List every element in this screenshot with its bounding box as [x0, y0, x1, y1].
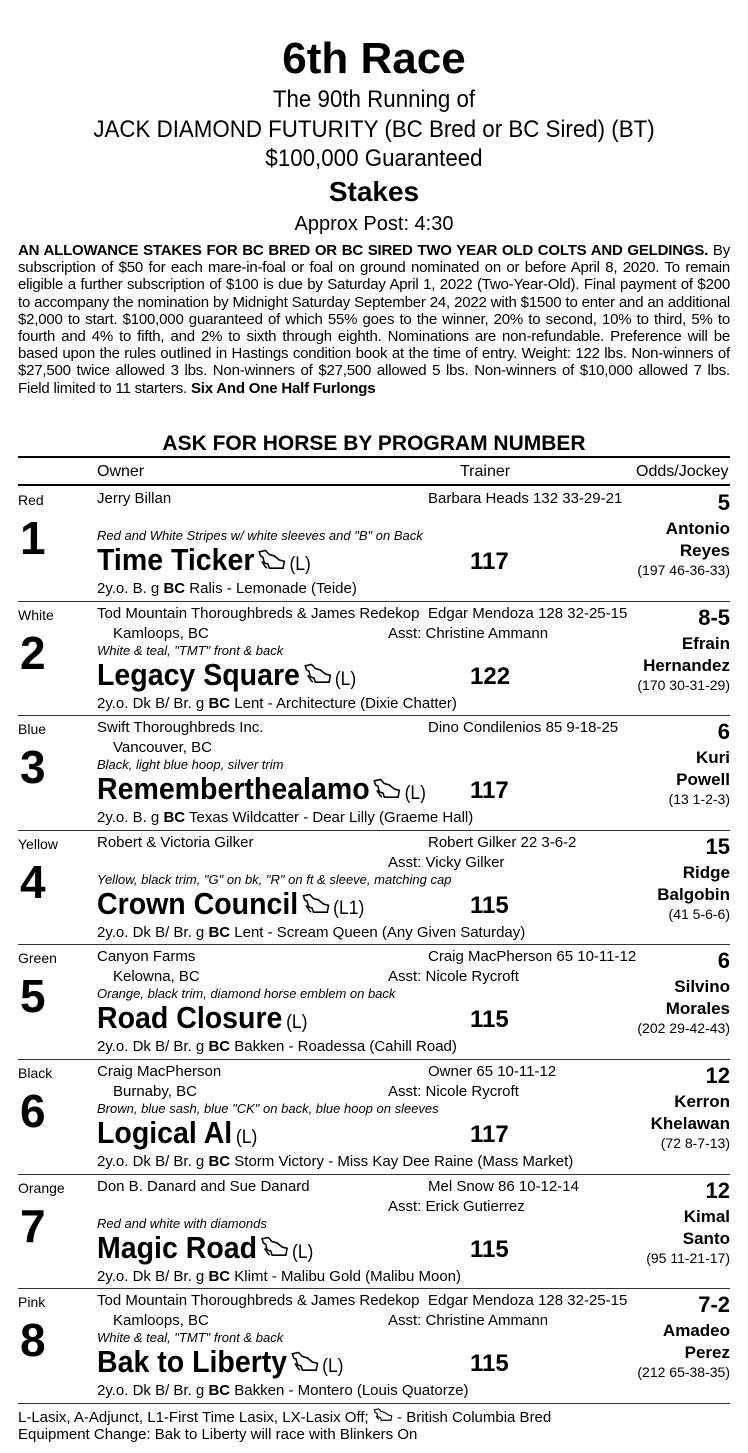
trainer: Edgar Mendoza 128 32-25-15 [428, 604, 628, 622]
jockey-stats: (95 11-21-17) [646, 1249, 730, 1266]
owner-name: Craig MacPherson [97, 1063, 222, 1080]
owner-name: Don B. Danard and Sue Danard [97, 1177, 310, 1195]
morning-line-odds: 7-2 [698, 1292, 730, 1318]
horse-name [97, 542, 311, 583]
jockey-name [666, 518, 730, 562]
entry [18, 1061, 730, 1174]
conditions-lead: AN ALLOWANCE STAKES FOR BC BRED OR BC SIRED TWO YEAR OLD COLTS AND GELDINGS. [18, 242, 709, 259]
entry [18, 832, 730, 945]
saddlecloth-color: Pink [18, 1294, 46, 1311]
jockey-stats: (13 1-2-3) [668, 791, 730, 808]
breeding-bc: BC [208, 1038, 231, 1056]
jockey-stats: (170 30-31-29) [637, 676, 730, 693]
trainer: Craig MacPherson 65 10-11-12 [428, 948, 637, 966]
horse-name [97, 1115, 257, 1156]
entry-divider [18, 715, 730, 716]
trainer: Robert Gilker 22 3-6-2 [428, 833, 577, 851]
saddlecloth-color: Red [18, 492, 44, 508]
jockey-last-name: Reyes [679, 541, 730, 560]
breeding-bc: BC [208, 923, 231, 941]
breeding-age-sex: 2y.o. Dk B/ Br. g [97, 1267, 209, 1285]
assistant-trainer: Asst: Vicky Gilker [388, 853, 505, 871]
medication: (L) [292, 1241, 314, 1263]
owner-name: Tod Mountain Thoroughbreds & James Redekop [97, 1292, 420, 1310]
breeding-pedigree: Klimt - Malibu Gold (Malibu Moon) [230, 1267, 462, 1285]
jockey-last-name: Khelawan [650, 1114, 730, 1133]
jockey-last-name: Balgobin [657, 884, 730, 904]
morning-line-odds: 6 [717, 948, 730, 974]
jockey-last-name: Santo [682, 1228, 730, 1248]
medication: (L) [286, 1012, 308, 1034]
conditions-distance: Six And One Half Furlongs [190, 379, 376, 397]
jockey-stats: (212 65-38-35) [637, 1364, 730, 1381]
breeding-bc: BC [208, 1382, 231, 1400]
bc-map-icon [258, 544, 286, 580]
medication: (L) [404, 783, 426, 805]
silks-description: Brown, blue sash, blue "CK" on back, blue hoop on sleeves [97, 1101, 439, 1116]
jockey-first-name: Efrain [681, 633, 730, 653]
legend-line-1 [18, 1408, 551, 1426]
jockey-stats: (72 8-7-13) [660, 1135, 730, 1151]
horse-name-text: Magic Road [97, 1229, 258, 1265]
saddlecloth-color: White [18, 606, 54, 623]
assistant-trainer: Asst: Christine Ammann [388, 624, 549, 642]
silks-description: White & teal, "TMT" front & back [97, 1330, 284, 1346]
jockey-first-name: Kuri [696, 748, 730, 768]
legend-equipment: Equipment Change: Bak to Liberty will race with Blinkers On [18, 1426, 418, 1443]
trainer: Barbara Heads 132 33-29-21 [428, 490, 623, 507]
owner-name: Robert & Victoria Gilker [97, 833, 254, 851]
entry-divider [18, 601, 730, 602]
breeding [97, 924, 525, 942]
trainer: Edgar Mendoza 128 32-25-15 [428, 1292, 628, 1310]
header-divider [18, 456, 730, 458]
silks-description: Black, light blue hoop, silver trim [97, 757, 284, 773]
breeding-bc: BC [163, 809, 186, 827]
bc-map-icon [373, 773, 401, 809]
owner-city: Kelowna, BC [113, 968, 200, 986]
legend-bc-bred: - British Columbia Bred [392, 1409, 552, 1426]
weight: 122 [470, 662, 511, 690]
silks-description: Red and white with diamonds [97, 1215, 267, 1231]
race-type: Stakes [328, 176, 420, 207]
jockey-name [657, 862, 730, 906]
entry [18, 488, 730, 601]
silks-description: Orange, black trim, diamond horse emblem on back [97, 986, 396, 1002]
race-conditions [18, 242, 730, 397]
horse-name [97, 1000, 307, 1041]
breeding [97, 809, 473, 827]
trainer: Mel Snow 86 10-12-14 [428, 1177, 579, 1195]
jockey-stats: (202 29-42-43) [637, 1020, 730, 1037]
owner-city: Kamloops, BC [113, 1312, 209, 1330]
horse-name-text: Time Ticker [97, 542, 255, 577]
breeding [97, 695, 457, 713]
saddlecloth-color: Orange [18, 1179, 65, 1196]
jockey-first-name: Silvino [674, 977, 730, 997]
entry [18, 1176, 730, 1289]
weight: 117 [470, 1121, 509, 1148]
breeding-pedigree: Storm Victory - Miss Kay Dee Raine (Mass Market) [230, 1153, 574, 1170]
bc-map-icon [373, 1409, 393, 1426]
bc-map-icon [304, 658, 332, 694]
program-number: 4 [20, 855, 46, 908]
breeding-age-sex: 2y.o. Dk B/ Br. g [97, 1153, 209, 1170]
horse-name [97, 1230, 313, 1271]
breeding-pedigree: Bakken - Roadessa (Cahill Road) [230, 1038, 457, 1056]
jockey-stats: (197 46-36-33) [637, 562, 730, 578]
medication: (L) [334, 668, 357, 690]
jockey-name [676, 747, 730, 791]
jockey-name [683, 1206, 730, 1250]
breeding-bc: BC [163, 580, 186, 597]
owner-city: Kamloops, BC [113, 624, 209, 642]
breeding-pedigree: Lent - Architecture (Dixie Chatter) [230, 694, 457, 712]
program-number: 2 [20, 626, 46, 679]
medication: (L) [289, 554, 311, 575]
program-number: 5 [20, 970, 46, 1023]
breeding-pedigree: Bakken - Montero (Louis Quatorze) [230, 1382, 469, 1400]
saddlecloth-color: Blue [18, 721, 47, 738]
silks-description: Yellow, black trim, "G" on bk, "R" on ft & sleeve, matching cap [97, 871, 452, 887]
footer-divider [18, 1403, 730, 1404]
column-owner: Owner [97, 463, 145, 480]
running-line: The 90th Running of [272, 86, 476, 113]
assistant-trainer: Asst: Erick Gutierrez [388, 1197, 525, 1215]
horse-name-text: Legacy Square [97, 656, 300, 692]
trainer: Dino Condilenios 85 9-18-25 [428, 719, 619, 737]
breeding-age-sex: 2y.o. Dk B/ Br. g [97, 694, 209, 712]
breeding-age-sex: 2y.o. Dk B/ Br. g [97, 1038, 209, 1056]
weight: 117 [470, 777, 509, 805]
weight: 117 [470, 548, 509, 575]
owner-name: Jerry Billan [97, 490, 172, 507]
program-number: 3 [20, 741, 46, 794]
breeding [97, 1382, 469, 1400]
entry-divider [18, 1174, 730, 1175]
jockey-name [666, 976, 730, 1020]
saddlecloth-color: Green [18, 950, 57, 967]
morning-line-odds: 15 [705, 833, 730, 859]
saddlecloth-color: Black [18, 1065, 53, 1081]
horse-name-text: Road Closure [97, 1000, 283, 1036]
jockey-last-name: Hernandez [643, 655, 730, 675]
jockey-last-name: Perez [684, 1343, 730, 1363]
entry [18, 1290, 730, 1403]
breeding-pedigree: Lent - Scream Queen (Any Given Saturday) [230, 923, 526, 941]
program-number: 6 [20, 1085, 46, 1137]
morning-line-odds: 5 [717, 490, 730, 515]
weight: 115 [470, 1235, 509, 1263]
assistant-trainer: Asst: Christine Ammann [388, 1312, 549, 1330]
horse-name [97, 657, 356, 698]
breeding-bc: BC [208, 1153, 231, 1170]
jockey-first-name: Antonio [665, 519, 730, 538]
owner-city: Burnaby, BC [113, 1083, 197, 1100]
jockey-last-name: Morales [665, 999, 730, 1019]
entry-divider [18, 830, 730, 831]
owner-name: Swift Thoroughbreds Inc. [97, 719, 264, 737]
conditions-body: By subscription of $50 for each mare-in-foal or foal on ground nominated on or before April 8, 2020. To remain eligible a further subscription of $100 is due by Saturday April 1, 2022 (Two-Year-Old). Final payment of $200 to accompany the nomination by Midnight Saturday September 24, 2022 with $1500 to enter and an additional $2,000 to start. $100,000 guaranteed of which 55% goes to the winner, 20% to second, 10% to third, 5% to fourth and 4% to fifth, and 2% to sixth through eighth. Nominations are non-refundable. Preference will be based upon the rules outlined in Hastings condition book at the time of entry. Weight: 122 lbs. Non-winners of $27,500 twice allowed 3 lbs. Non-winners of $27,500 allowed 5 lbs. Non-winners of $10,000 allowed 7 lbs. Field limited to 11 starters. [18, 242, 730, 397]
jockey-last-name: Powell [676, 770, 730, 790]
breeding-age-sex: 2y.o. B. g [97, 580, 164, 597]
horse-name-text: Rememberthealamo [97, 771, 370, 807]
jockey-name [643, 633, 730, 677]
jockey-first-name: Kimal [683, 1206, 730, 1226]
owner-city: Vancouver, BC [113, 739, 212, 757]
program-number: 7 [20, 1199, 46, 1252]
horse-name [97, 886, 364, 927]
column-divider [18, 484, 730, 486]
post-time: Approx Post: 4:30 [294, 213, 454, 235]
legend-meds: L-Lasix, A-Adjunct, L1-First Time Lasix, LX-Lasix Off; [18, 1409, 369, 1426]
jockey-name [663, 1320, 730, 1364]
breeding-pedigree: Ralis - Lemonade (Teide) [185, 580, 357, 597]
entry [18, 603, 730, 716]
owner-name: Canyon Farms [97, 948, 196, 966]
silks-description: White & teal, "TMT" front & back [97, 642, 284, 658]
breeding [97, 580, 357, 598]
entry-divider [18, 1288, 730, 1289]
morning-line-odds: 6 [717, 719, 730, 745]
horse-name-text: Crown Council [97, 885, 299, 921]
race-number: 6th Race [282, 34, 466, 83]
horse-name-text: Bak to Liberty [97, 1344, 288, 1380]
breeding-age-sex: 2y.o. Dk B/ Br. g [97, 1382, 209, 1400]
race-name: JACK DIAMOND FUTURITY (BC Bred or BC Sired) (BT) [93, 116, 655, 143]
owner-name: Tod Mountain Thoroughbreds & James Redekop [97, 604, 420, 622]
horse-name [97, 771, 426, 812]
bc-map-icon [302, 888, 330, 924]
jockey-first-name: Amadeo [662, 1321, 730, 1341]
breeding [97, 1268, 461, 1286]
weight: 115 [470, 1350, 509, 1378]
jockey-stats: (41 5-6-6) [668, 905, 730, 922]
silks-description: Red and White Stripes w/ white sleeves and "B" on Back [97, 528, 423, 543]
ask-banner: ASK FOR HORSE BY PROGRAM NUMBER [162, 432, 586, 455]
jockey-name [651, 1091, 730, 1135]
morning-line-odds: 12 [705, 1177, 730, 1203]
breeding [97, 1038, 457, 1056]
medication: (L) [235, 1127, 258, 1148]
breeding-bc: BC [208, 694, 231, 712]
saddlecloth-color: Yellow [18, 835, 58, 852]
bc-map-icon [291, 1346, 319, 1382]
assistant-trainer: Asst: Nicole Rycroft [388, 968, 519, 986]
program-number: 8 [20, 1314, 46, 1367]
purse: $100,000 Guaranteed [265, 145, 483, 172]
entry-divider [18, 944, 730, 945]
breeding-age-sex: 2y.o. Dk B/ Br. g [97, 923, 209, 941]
medication: (L1) [333, 897, 365, 919]
breeding-bc: BC [208, 1267, 231, 1285]
breeding [97, 1153, 573, 1171]
program-number: 1 [20, 512, 46, 564]
morning-line-odds: 8-5 [698, 604, 730, 630]
weight: 115 [470, 891, 509, 919]
column-odds-jockey: Odds/Jockey [636, 463, 729, 480]
legend [18, 1408, 551, 1443]
breeding-age-sex: 2y.o. B. g [97, 809, 164, 827]
bc-map-icon [261, 1231, 289, 1267]
entry [18, 717, 730, 830]
jockey-first-name: Ridge [682, 862, 730, 882]
medication: (L) [322, 1356, 344, 1378]
morning-line-odds: 12 [705, 1063, 730, 1088]
horse-name [97, 1344, 344, 1385]
horse-name-text: Logical Al [97, 1115, 233, 1150]
breeding-pedigree: Texas Wildcatter - Dear Lilly (Graeme Hall) [185, 809, 474, 827]
entry [18, 946, 730, 1059]
trainer: Owner 65 10-11-12 [428, 1063, 557, 1080]
entry-divider [18, 1059, 730, 1060]
assistant-trainer: Asst: Nicole Rycroft [388, 1083, 519, 1100]
jockey-first-name: Kerron [674, 1092, 730, 1111]
column-trainer: Trainer [460, 463, 511, 480]
weight: 115 [470, 1006, 509, 1034]
